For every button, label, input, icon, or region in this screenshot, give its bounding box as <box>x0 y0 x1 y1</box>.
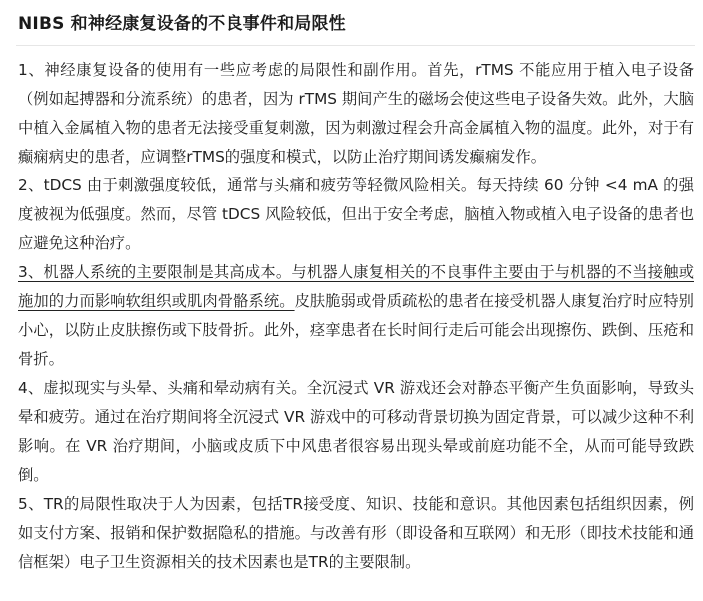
paragraph-5-text: 5、TR的局限性取决于人为因素，包括TR接受度、知识、技能和意识。其他因素包括组织因素，例如支付方案、报销和保护数据隐私的措施。与改善有形（即设备和互联网）和无形（即技术技能和通信框架）电子卫生资源相关的技术因素也是TR的主要限制。 <box>18 495 694 571</box>
title-divider <box>16 45 695 46</box>
paragraph-3-underlined-text: 3、机器人系统的主要限制是其高成本。与机器人康复相关的不良事件主要由于与机器的不当接触或施加的力而影响软组织或肌肉骨骼系统。 <box>18 263 694 310</box>
paragraph-2-text: 2、tDCS 由于刺激强度较低，通常与头痛和疲劳等轻微风险相关。每天持续 60 分钟 <4 mA 的强度被视为低强度。然而，尽管 tDCS 风险较低，但出于安全考虑，脑植入物或植入电子设备的患者也应避免这种治疗。 <box>18 176 694 252</box>
paragraph-1-text: 1、神经康复设备的使用有一些应考虑的局限性和副作用。首先，rTMS 不能应用于植入电子设备（例如起搏器和分流系统）的患者，因为 rTMS 期间产生的磁场会使这些电子设备失效。此外，大脑中植入金属植入物的患者无法接受重复刺激，因为刺激过程会升高金属植入物的温度。此外，对于有癫痫病史的患者，应调整rTMS的强度和模式，以防止治疗期间诱发癫痫发作。 <box>18 61 694 166</box>
paragraph-3 <box>18 258 694 374</box>
paragraph-3-text: 皮肤脆弱或骨质疏松的患者在接受机器人康复治疗时应特别小心，以防止皮肤擦伤或下肢骨折。此外，痉挛患者在长时间行走后可能会出现擦伤、跌倒、压疮和骨折。 <box>18 292 694 368</box>
page-title: NIBS 和神经康复设备的不良事件和局限性 <box>18 14 346 34</box>
paragraph-1 <box>18 56 694 172</box>
paragraph-4 <box>18 374 694 490</box>
paragraph-2 <box>18 171 694 258</box>
paragraph-5 <box>18 490 694 577</box>
paragraph-4-text: 4、虚拟现实与头晕、头痛和晕动病有关。全沉浸式 VR 游戏还会对静态平衡产生负面影响，导致头晕和疲劳。通过在治疗期间将全沉浸式 VR 游戏中的可移动背景切换为固定背景，可以减少这种不利影响。在 VR 治疗期间，小脑或皮质下中风患者很容易出现头晕或前庭功能不全，从而可能导致跌倒。 <box>18 379 694 484</box>
